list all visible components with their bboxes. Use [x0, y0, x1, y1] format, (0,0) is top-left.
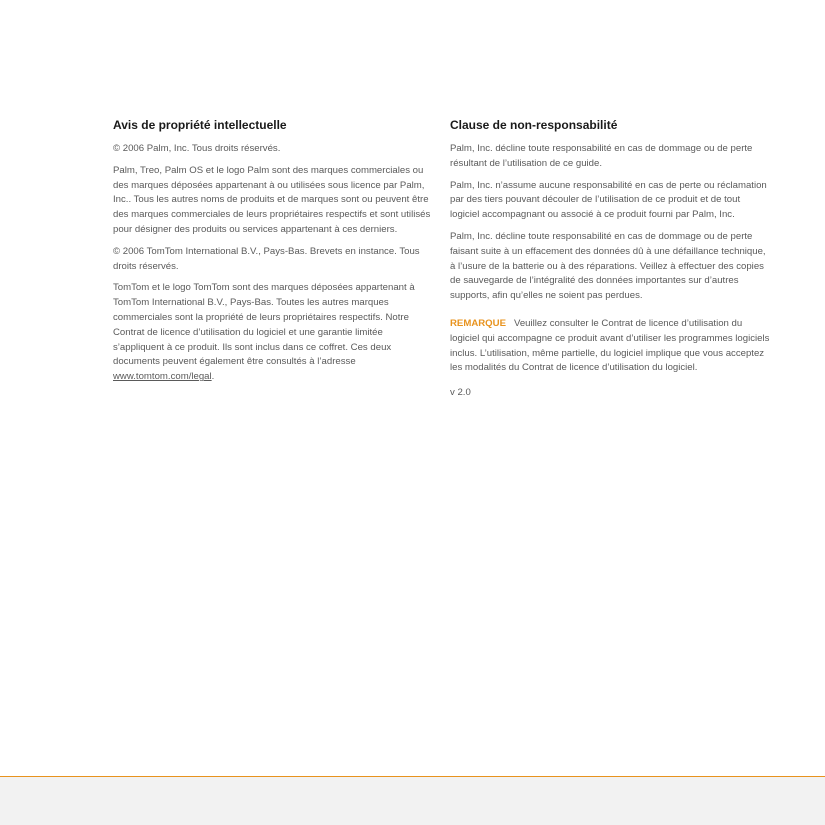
intellectual-property-section — [113, 117, 433, 392]
version-label: v 2.0 — [450, 387, 471, 399]
footer-band — [0, 776, 825, 825]
remarque-text: Veuillez consulter le Contrat de licence d’utilisation du logiciel qui accompagne ce produit avant d’utiliser les programmes logiciels inclus. L’utilisation, même partielle, du logiciel implique que vous acceptez les modalités du Contrat de licence d’utilisation du logiciel. — [450, 317, 770, 374]
palm-trademarks-paragraph: Palm, Treo, Palm OS et le logo Palm sont des marques commerciales ou des marques déposées appartenant à ou utilisées sous licence par Palm, Inc.. Tous les autres noms de produits et de marques sont ou peuvent être des marques commerciales de leurs propriétaires respectifs et sont utilisés pour désigner des produits ou services appartenant à ces derniers. — [113, 164, 431, 235]
palm-copyright-paragraph: © 2006 Palm, Inc. Tous droits réservés. — [113, 143, 281, 154]
tomtom-trademarks-text: TomTom et le logo TomTom sont des marques déposées appartenant à TomTom International B.V., Pays-Bas. Toutes les autres marques commerciales sont la propriété de leurs propriétaires respectifs. Notre Contrat de licence d’utilisation du logiciel et une garantie limitée s’appliquent à ce produit. Ils sont inclus dans ce coffret. Ces deux documents peuvent également être consultés à l’adresse — [113, 282, 415, 368]
tomtom-copyright-paragraph: © 2006 TomTom International B.V., Pays-Bas. Brevets en instance. Tous droits réservés. — [113, 245, 420, 272]
disclaimer-paragraph-3: Palm, Inc. décline toute responsabilité en cas de dommage ou de perte faisant suite à un effacement des données dû à une défaillance technique, à l’usure de la batterie ou à des réparations. Veillez à effectuer des copies de sauvegarde de l’intégralité des données importantes sur d’autres supports, afin qu’elles ne soient pas perdues. — [450, 230, 766, 302]
intellectual-property-heading: Avis de propriété intellectuelle — [113, 118, 287, 132]
disclaimer-paragraph-2: Palm, Inc. n’assume aucune responsabilité en cas de perte ou réclamation par des tiers pouvant découler de l’utilisation de ce produit et de tout logiciel accompagnant ou associé à ce produit fourni par Palm, Inc. — [450, 179, 767, 221]
tomtom-trademarks-paragraph — [113, 281, 433, 385]
disclaimer-heading: Clause de non-responsabilité — [450, 118, 618, 132]
disclaimer-paragraph-1: Palm, Inc. décline toute responsabilité en cas de dommage ou de perte résultant de l’utilisation de ce guide. — [450, 143, 753, 169]
tomtom-legal-link[interactable]: www.tomtom.com/legal — [113, 371, 212, 383]
tomtom-trademarks-end: . — [211, 371, 215, 383]
remarque-note — [450, 317, 770, 376]
remarque-label: REMARQUE — [450, 317, 506, 329]
disclaimer-section — [450, 117, 770, 400]
